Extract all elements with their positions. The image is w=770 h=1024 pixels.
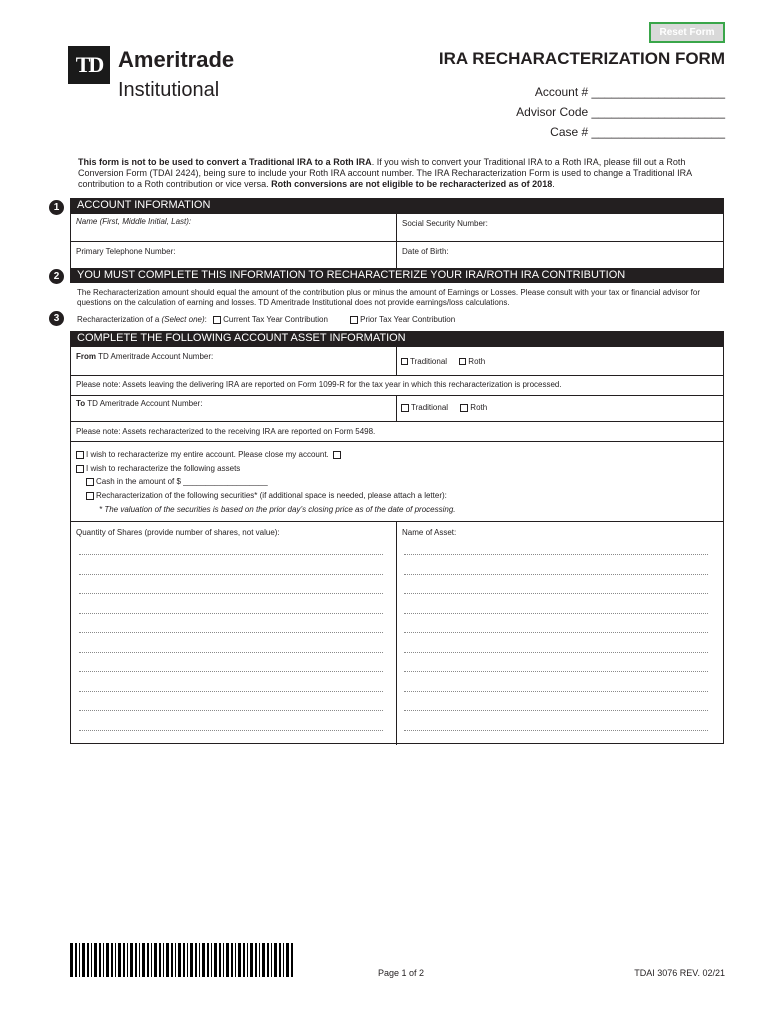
barcode-bar bbox=[166, 943, 169, 977]
to-traditional-checkbox[interactable] bbox=[401, 404, 409, 412]
valuation-note: * The valuation of the securities is based on the prior day’s closing price as of the date of processing. bbox=[99, 505, 456, 514]
quantity-entry-line[interactable] bbox=[79, 671, 383, 672]
securities-option[interactable]: Recharacterization of the following securities* (if additional space is needed, please attach a letter): bbox=[86, 491, 447, 500]
barcode-bar bbox=[142, 943, 145, 977]
barcode-bar bbox=[255, 943, 257, 977]
quantity-entry-line[interactable] bbox=[79, 691, 383, 692]
barcode-bar bbox=[262, 943, 265, 977]
barcode-bar bbox=[238, 943, 241, 977]
from-account-field[interactable]: From TD Ameritrade Account Number: bbox=[76, 352, 214, 361]
quantity-entry-line[interactable] bbox=[79, 710, 383, 711]
barcode-bar bbox=[195, 943, 197, 977]
barcode-bar bbox=[175, 943, 176, 977]
barcode-bar bbox=[231, 943, 233, 977]
barcode-bar bbox=[115, 943, 116, 977]
note-1099r: Please note: Assets leaving the delivering IRA are reported on Form 1099-R for the tax year in which this recharacterization is processed. bbox=[76, 380, 562, 389]
section-3-header: COMPLETE THE FOLLOWING ACCOUNT ASSET INFORMATION bbox=[70, 331, 724, 346]
barcode-bar bbox=[70, 943, 73, 977]
barcode-bar bbox=[267, 943, 269, 977]
quantity-entry-line[interactable] bbox=[79, 652, 383, 653]
intro-end: . bbox=[552, 179, 555, 189]
barcode-bar bbox=[139, 943, 140, 977]
section-1-header: ACCOUNT INFORMATION bbox=[70, 198, 724, 213]
select-colon: : bbox=[204, 315, 207, 324]
asset-name-entry-line[interactable] bbox=[404, 613, 708, 614]
recharacterization-text: The Recharacterization amount should equal the amount of the contribution plus or minus the amount of Earnings or Losses. Please consult with your tax or financial advisor for questions on the calculation of earning and losses. TD Ameritrade Institutional does not provide earnings/loss calculations. bbox=[77, 288, 701, 307]
divider bbox=[71, 241, 723, 242]
barcode-bar bbox=[127, 943, 128, 977]
intro-paragraph bbox=[78, 157, 718, 190]
following-assets-option[interactable]: I wish to recharacterize the following assets bbox=[76, 464, 240, 473]
barcode-bar bbox=[99, 943, 101, 977]
divider bbox=[71, 441, 723, 442]
form-code: TDAI 3076 REV. 02/21 bbox=[634, 968, 725, 978]
section-3-badge: 3 bbox=[49, 311, 64, 326]
td-logo-mark: TD bbox=[68, 46, 110, 84]
barcode-bar bbox=[87, 943, 89, 977]
section-2-header: YOU MUST COMPLETE THIS INFORMATION TO RECHARACTERIZE YOUR IRA/ROTH IRA CONTRIBUTION bbox=[70, 268, 724, 283]
barcode-bar bbox=[154, 943, 157, 977]
barcode-bar bbox=[163, 943, 164, 977]
barcode-bar bbox=[75, 943, 77, 977]
quantity-entry-line[interactable] bbox=[79, 554, 383, 555]
barcode-bar bbox=[91, 943, 92, 977]
securities-checkbox[interactable] bbox=[86, 492, 94, 500]
page-number: Page 1 of 2 bbox=[378, 968, 425, 978]
barcode-bar bbox=[111, 943, 113, 977]
logo-subtitle: Institutional bbox=[118, 79, 220, 101]
phone-field[interactable]: Primary Telephone Number: bbox=[76, 247, 176, 256]
barcode-bar bbox=[243, 943, 245, 977]
entire-account-option[interactable]: I wish to recharacterize my entire account. Please close my account. bbox=[76, 450, 343, 459]
select-prefix: Recharacterization of a bbox=[77, 315, 162, 324]
barcode-bar bbox=[274, 943, 277, 977]
quantity-entry-line[interactable] bbox=[79, 574, 383, 575]
recharacterization-select-row bbox=[77, 315, 717, 325]
note-5498: Please note: Assets recharacterized to the receiving IRA are reported on Form 5498. bbox=[76, 427, 376, 436]
from-type-options bbox=[401, 357, 485, 366]
reset-form-button[interactable]: Reset Form bbox=[649, 22, 725, 43]
asset-name-column-label: Name of Asset: bbox=[402, 528, 457, 537]
barcode-bar bbox=[271, 943, 272, 977]
quantity-column-label: Quantity of Shares (provide number of shares, not value): bbox=[76, 528, 280, 537]
quantity-entry-line[interactable] bbox=[79, 613, 383, 614]
asset-name-entry-line[interactable] bbox=[404, 652, 708, 653]
barcode-bar bbox=[250, 943, 253, 977]
to-traditional-option[interactable]: Traditional bbox=[401, 403, 448, 412]
entire-account-checkbox[interactable] bbox=[76, 451, 84, 459]
to-roth-option[interactable]: Roth bbox=[460, 403, 487, 412]
from-roth-checkbox[interactable] bbox=[459, 358, 466, 365]
from-traditional-checkbox[interactable] bbox=[401, 358, 408, 365]
prior-year-option[interactable]: Prior Tax Year Contribution bbox=[350, 315, 455, 324]
barcode-bar bbox=[103, 943, 104, 977]
asset-name-entry-line[interactable] bbox=[404, 593, 708, 594]
barcode-bar bbox=[118, 943, 121, 977]
barcode-bar bbox=[135, 943, 137, 977]
barcode-bar bbox=[279, 943, 281, 977]
quantity-entry-line[interactable] bbox=[79, 593, 383, 594]
cash-checkbox[interactable] bbox=[86, 478, 94, 486]
barcode-bar bbox=[94, 943, 97, 977]
to-roth-checkbox[interactable] bbox=[460, 404, 468, 412]
divider bbox=[396, 521, 397, 745]
to-type-options bbox=[401, 403, 487, 412]
account-info-box bbox=[70, 213, 724, 269]
barcode-bar bbox=[82, 943, 85, 977]
barcode-bar bbox=[147, 943, 149, 977]
section-1-badge: 1 bbox=[49, 200, 64, 215]
barcode-bar bbox=[286, 943, 289, 977]
barcode-bar bbox=[219, 943, 221, 977]
entire-account-checkbox-alt[interactable] bbox=[333, 451, 341, 459]
barcode-bar bbox=[247, 943, 248, 977]
from-traditional-option[interactable]: Traditional bbox=[401, 357, 447, 366]
intro-text: . If you wish to convert your Traditional IRA to a Roth IRA, please fill out a Roth Conversion Form (TDAI 2424), being sure to include your Roth IRA account number. The IRA Recharacterization Form is used to change a Traditional IRA contribution to a Roth contribution or vice versa. bbox=[78, 157, 692, 189]
barcode-bar bbox=[226, 943, 229, 977]
intro-bold-2: Roth conversions are not eligible to be recharacterized as of 2018 bbox=[268, 179, 553, 189]
asset-info-box bbox=[70, 346, 724, 744]
to-account-field[interactable]: To TD Ameritrade Account Number: bbox=[76, 399, 203, 408]
quantity-entry-line[interactable] bbox=[79, 632, 383, 633]
account-number-field[interactable]: Account # ____________________ bbox=[534, 85, 725, 99]
divider bbox=[71, 521, 723, 522]
barcode-bar bbox=[151, 943, 152, 977]
barcode-bar bbox=[106, 943, 109, 977]
logo-name: Ameritrade bbox=[118, 47, 235, 72]
current-year-checkbox[interactable] bbox=[213, 316, 221, 324]
asset-name-entry-line[interactable] bbox=[404, 710, 708, 711]
asset-name-entry-line[interactable] bbox=[404, 554, 708, 555]
barcode-bar bbox=[211, 943, 212, 977]
name-field[interactable]: Name (First, Middle Initial, Last): bbox=[76, 217, 192, 226]
select-one-label: (Select one) bbox=[161, 315, 205, 324]
barcode-bar bbox=[214, 943, 217, 977]
barcode-bar bbox=[130, 943, 133, 977]
divider bbox=[396, 395, 397, 421]
divider bbox=[71, 375, 723, 376]
advisor-code-field[interactable]: Advisor Code ____________________ bbox=[516, 105, 725, 119]
dob-field[interactable]: Date of Birth: bbox=[402, 247, 449, 256]
asset-name-entry-line[interactable] bbox=[404, 691, 708, 692]
section-2-badge: 2 bbox=[49, 269, 64, 284]
barcode-bar bbox=[190, 943, 193, 977]
cash-option[interactable]: Cash in the amount of $ ___________________ bbox=[86, 477, 268, 486]
barcode-bar bbox=[223, 943, 224, 977]
divider bbox=[71, 421, 723, 422]
asset-name-entry-line[interactable] bbox=[404, 574, 708, 575]
barcode-bar bbox=[171, 943, 173, 977]
divider bbox=[396, 347, 397, 375]
following-assets-checkbox[interactable] bbox=[76, 465, 84, 473]
barcode-bar bbox=[283, 943, 284, 977]
from-roth-option[interactable]: Roth bbox=[459, 357, 485, 366]
barcode-bar bbox=[183, 943, 185, 977]
barcode bbox=[70, 943, 296, 977]
current-year-option[interactable]: Current Tax Year Contribution bbox=[213, 315, 328, 324]
barcode-bar bbox=[187, 943, 188, 977]
barcode-bar bbox=[259, 943, 260, 977]
barcode-bar bbox=[291, 943, 293, 977]
asset-name-entry-line[interactable] bbox=[404, 632, 708, 633]
intro-bold-1: This form is not to be used to convert a Traditional IRA to a Roth IRA bbox=[78, 157, 372, 167]
asset-name-entry-line[interactable] bbox=[404, 730, 708, 731]
barcode-bar bbox=[123, 943, 125, 977]
barcode-bar bbox=[178, 943, 181, 977]
ssn-field[interactable]: Social Security Number: bbox=[402, 219, 488, 228]
barcode-bar bbox=[79, 943, 80, 977]
barcode-bar bbox=[199, 943, 200, 977]
asset-name-entry-line[interactable] bbox=[404, 671, 708, 672]
barcode-bar bbox=[207, 943, 209, 977]
form-title: IRA RECHARACTERIZATION FORM bbox=[438, 49, 725, 68]
prior-year-checkbox[interactable] bbox=[350, 316, 358, 324]
divider bbox=[71, 395, 723, 396]
barcode-bar bbox=[159, 943, 161, 977]
quantity-entry-line[interactable] bbox=[79, 730, 383, 731]
barcode-bar bbox=[202, 943, 205, 977]
barcode-bar bbox=[235, 943, 236, 977]
case-number-field[interactable]: Case # ____________________ bbox=[550, 125, 725, 139]
